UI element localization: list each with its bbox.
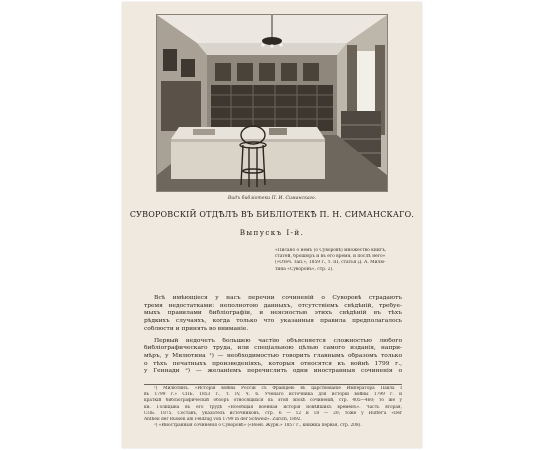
epigraph-line: («Отеч. Зап.», 1859 г., т. III, статья Д. А. Милю-	[275, 260, 386, 266]
footnote-rule	[144, 384, 402, 385]
footnote-line: кн. Голицына въ его трудѣ «Всеобщая военная исторія новѣйшихъ временъ». Часть вторая,	[144, 404, 402, 410]
body-line: о тѣхъ печатныхъ произведеніяхъ, которыя относятся къ войнѣ 1799 г.,	[144, 360, 402, 367]
body-line: библіографическаго труда, или спеціальною цѣлью самого изданія, напри-	[144, 345, 402, 352]
footnote-line: СПБ. 1875. Составъ, указатель источниковъ, стр. 6 — 12 и 18 — 20; тоже у Hüffer'a «Der	[144, 410, 402, 416]
issue-label: Выпускъ I-й.	[239, 228, 305, 237]
book-page	[122, 2, 422, 448]
footnote-line: ²) «Иностранныя сочиненія о Суворовѣ» («Воен. Журн.» 1857 г., книжка первая, стр. 208).	[154, 423, 362, 429]
footnote-line: въ 1799 г.» СПБ. 1853 г., т. IV, ч. 6. Ученаго источника для исторіи войны 1799 г. и	[144, 392, 402, 398]
photo-caption: Видъ библіотеки П. И. Симанскаго.	[227, 196, 317, 201]
body-line: рѣдкихъ случаяхъ, когда только что указанныя правила предполагалось	[144, 318, 402, 325]
footnote-line: Antheil der Russen am Feldzug von 1799 in der Schweiz». Zurich, 1892.	[144, 417, 302, 423]
article-body	[144, 295, 402, 376]
body-line: мыхъ правилами библіографіи, и неясностью этихъ свѣдѣній въ тѣхъ	[144, 310, 402, 317]
article-title: СУВОРОВСКІЙ ОТДѢЛЪ ВЪ БИБЛІОТЕКѢ П. Н. СИМАНСКАГО.	[129, 210, 415, 219]
body-line: у Геннади ²) — желаніемъ перечислить одни иностранныя сочиненія о	[144, 368, 402, 375]
footnotes	[144, 386, 402, 429]
body-line: Всѣ имѣющіеся у насъ перечни сочиненій о Суворовѣ страдаютъ	[154, 295, 402, 301]
epigraph-line: «Писано о немъ (о Суворовѣ) множество книгъ,	[275, 248, 387, 253]
body-line: мѣръ, у Милютина ¹) — необходимостью говорить главнымъ образомъ только	[144, 352, 402, 359]
epigraph-line: тина «Суворовъ», стр. 2).	[275, 266, 334, 272]
library-photo	[156, 14, 388, 192]
epigraph	[275, 248, 401, 273]
library-photo-illustration	[157, 15, 387, 191]
body-line: соблюсти и принять во вниманіе.	[144, 325, 249, 332]
footnote-line: краткій библіографическій обзоръ относящихся къ этой эпохѣ сочиненій, стр. 405—460; то же у	[144, 398, 402, 404]
epigraph-line: статей, брошюръ и въ его время, и послѣ него»	[275, 254, 386, 260]
body-line: тремя недостатками: неполнотою данныхъ, отсутствіемъ свѣдѣній, требуе-	[144, 302, 402, 309]
footnote-line: ¹) Милютинъ. «Исторія войны Россіи съ Франціею въ царствованіе Императора Павла I	[154, 386, 402, 391]
body-line: Первый недочетъ большею частію объясняется сложностью любого	[154, 337, 402, 344]
